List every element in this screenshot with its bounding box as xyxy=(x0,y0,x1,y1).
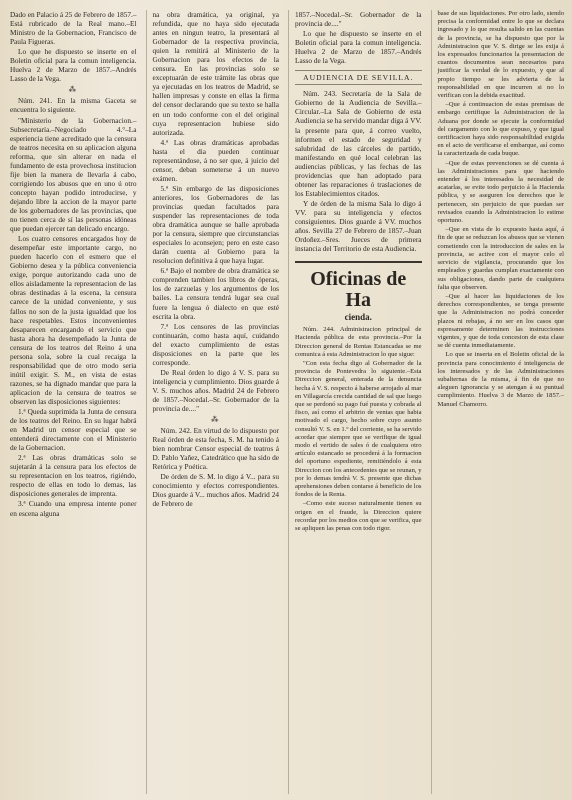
column-3 xyxy=(288,10,422,794)
direction-text-continued: –Como este suceso naturalmente tienen su origen en el fraude, la Direccion quiere recordar por los medios con que se verifica, que se apliquen las penas con todo rigor. xyxy=(295,500,422,533)
column-2 xyxy=(146,10,280,794)
article-241-intro: Núm. 241. En la misma Gaceta se encuentra lo siguiente. xyxy=(10,96,137,115)
article-243: Núm. 243. Secretaría de la Sala de Gobierno de la Audiencia de Sevilla.–Circular.–La Sala de Gobierno de esta Audiencia se ha servido mandar diga á VV. la presente para que, á correo vuelto, informen el estado de seguridad y salubridad de las cárceles de partido, manifestando en qué local celebran las audiencias públicas, y las fechas de las providencias que han adoptado para obtener las reparaciones ó traslaciones de los Establecimientos citados. xyxy=(295,89,422,198)
separator: ⁂ xyxy=(68,85,78,95)
closing-signature: 1857.–Nocedal.–Sr. Gobernador de la provincia de...." xyxy=(295,10,422,29)
section-title-hacienda: Oficinas de Ha xyxy=(295,261,422,311)
column-1 xyxy=(10,10,137,794)
article-242: Núm. 242. En virtud de lo dispuesto por Real órden de esta fecha, S. M. ha tenido á bien nombrar Censor especial de teatros á D. Pablo Yañez, Catedrático que ha sido de Retórica y Poética. xyxy=(152,426,279,472)
prevention-text: –Que de estas prevenciones se dé cuenta á las Administraciones para que haciendo entender á los interesados la necesidad de acatarlas, se evite todo perjuicio á la Hacienda pública, y se aseguren los derechos que le pertenecen, sin perjuicio de que puedan ser revisados cuando la Administracion lo estime oportuno. xyxy=(437,159,564,225)
rule-4: 4.ª Las obras dramáticas aprobadas hasta el dia pueden continuar representándose, á no ser que, á juicio del censor, deban someterse á un nuevo exámen. xyxy=(152,137,279,183)
final-insertion-notice: Lo que se inserta en el Boletin oficial de la provincia para conocimiento é inteligencia de los interesados y de las Administraciones subalternas de la misma, á fin de que no aleguen ignorancia y se atengan á su puntual cumplimiento. Huelva 3 de Marzo de 1857.–Manuel Chamorro. xyxy=(437,351,564,408)
text-columns xyxy=(10,10,564,794)
rule-3-continued: na obra dramática, ya original, ya refundida, que no haya sido ejecutada antes en ningun teatro, la presentará al Gobernador de la respectiva provincia, quien la remitirá al Ministerio de la Gobernacion para los efectos de la censura. En las provincias solo se exceptuarán de este trámite las obras que ya ejecutadas en los teatros de Madrid, se hallen impresas y conste en ellas la firma del censor declarando que su texto se halla en un todo conforme con el del original cuya representacion hubiese sido autorizada. xyxy=(152,10,279,137)
royal-order-closing: De Real órden lo digo á V. S. para su inteligencia y cumplimiento. Dios guarde á V. S. muchos años. Madrid 24 de Febrero de 1857.–Nocedal.–Sr. Gobernador de la provincia de...." xyxy=(152,367,279,414)
embargo-text: –Que á continuacion de estas premisas de embargo certifique la Administracion de la Aduana por donde se ejecute la conformidad del cargamento con lo que expuso, y que igual certificacion haya sido responsabilidad exigida en el acto de verificarse el embarque, así como la caracterizada de cada buque. xyxy=(437,101,564,158)
insertion-notice: Lo que he dispuesto se inserte en el Boletin oficial para la comun inteligencia. Huelva 2 de Marzo de 1857.–Andrés Lasso de la Vega. xyxy=(10,47,137,84)
rule-3-start: 3.ª Cuando una empresa intente poner en escena alguna xyxy=(10,499,137,518)
ministry-text: "Ministerio de la Gobernacion.–Subsecretaría.–Negociado 4.°–La esperiencia tiene acreditado que la censura de teatros necesita en su aplicacion alguna reforma, que sin alterar en nada el fundamento de esta provechosa institucion fije bien la manera de llevarla á cabo, corrigiendo los abusos que en uno ú otro concepto hayan podido introducirse, y dejando libre la accion de la mayor parte de los gobernadores de las provincias, que no tienen cerca de sí las personas idóneas que puedan ejercer tan delicado encargo. xyxy=(10,115,137,234)
article-242-closing: De órden de S. M. lo digo á V... para su conocimiento y efectos correspondientes. Dios guarde á V... muchos años. Madrid 24 de Febrero de xyxy=(152,472,279,509)
direction-text: "Con esta fecha digo al Gobernador de la provincia de Pontevedra lo siguiente.–Esta Direccion general, enterada de la denuncia hecha á V. S. respecto á haberse arrojado al mar en Villagarcía crecida cantidad de sal que luego que se perdonó su pago fué puesta y cobrada al fisco, así como el arbitrio de ventas que habia motivado el cargo, hecho sobre cuyo asunto consultó V. S. en 1.º del corriente, se ha servido acordar que siempre que se verifique de igual modo el vertido de sales ó de cualquiera otro artículo estancado se procederá á la formacion del oportuno espediente, remitiéndolo á esta Direccion con los antecedentes que se reunan, y por lo demas tendrá V. S. presente que dichas aprehensiones deben contarse á beneficio de los fondos de la Renta. xyxy=(295,360,422,499)
article-243-closing: Y de órden de la misma Sala lo digo á VV. para su inteligencia y efectos consiguientes. Dios guarde á VV. muchos años. Sevilla 27 de Febrero de 1857.–Juan Ordoñez.–Sres. Jueces de primera instancia del Territorio de esta Audiencia. xyxy=(295,198,422,254)
liquidation-rules: –Que al hacer las liquidaciones de los derechos correspondientes, se tenga presente que la Administracion no podrá conceder plazos ni rebajas, á no ser en los casos que espresamente determinen las instrucciones vigentes, y que de toda concesion de esta clase se dé cuenta inmediatamente. xyxy=(437,292,564,350)
article-244: Núm. 244. Administracion principal de Hacienda pública de esta provincia.–Por la Direccion general de Rentas Estancadas se me comunica á esta Administracion lo que sigue: xyxy=(295,326,422,358)
section-heading-audiencia: AUDIENCIA DE SEVILLA. xyxy=(295,70,422,85)
rule-7: 7.ª Los censores de las provincias continuarán, como hasta aquí, cuidando del exacto cumplimiento de estas disposiciones en la parte que les corresponde. xyxy=(152,321,279,367)
decree-closing: Dado en Palacio á 25 de Febrero de 1857.–Está rubricado de la Real mano.–El Ministro de la Gobernacion, Francisco de Paula Figueras. xyxy=(10,10,137,47)
rule-6: 6.ª Bajo el nombre de obra dramática se comprenden tambien los libros de óperas, los de zarzuelas y los argumentos de los bailes. La censura tendrá lugar sea cual fuere la lengua ó dialecto en que esté escrita la obra. xyxy=(152,266,279,321)
vigilance-text: –Que en vista de lo expuesto hasta aquí, á fin de que se reduzcan los abusos que se vienen cometiendo con la introduccion de sales en la provincia, se active con el mayor celo el servicio de vigilancia, procurando que los empleados y guardas cumplan exactamente con sus obligaciones, dando parte de cualquiera falta que observen. xyxy=(437,226,564,291)
column-4 xyxy=(431,10,565,794)
rule-2: 2.ª Las obras dramáticas solo se sujetarán á la censura para los efectos de su representacion en los teatros, rigiéndo, respecto de ellas en todo lo demas, las disposiciones generales de imprenta. xyxy=(10,453,137,499)
section-title-hacienda-sub: cienda. xyxy=(344,312,372,323)
insertion-notice: Lo que he dispuesto se inserte en el Boletin oficial para la comun inteligencia. Huelva 2 de Marzo de 1857.–Andrés Lasso de la Vega. xyxy=(295,29,422,66)
separator: ⁂ xyxy=(211,415,221,425)
liquidation-text: base de sus liquidaciones. Por otro lado, siendo precisa la conformidad entre lo que se declara ingresado y lo que resulta salido en las cuentas de la provincia, se ha dispuesto que por la Administracion que V. S. dirige se les exija á los expresados funcionarios la presentacion de cuantos documentos sean necesarios para justificar la verdad de lo expuesto, y que al propio tiempo se les advierta de la responsabilidad en que incurren si no lo verifican con la debida exactitud. xyxy=(437,10,564,100)
censors-paragraph: Los cuatro censores encargados hoy de desempeñar este importante cargo, no pueden hacerlo con el esmero que el Gobierno desea y la pública conveniencia exige, porque autorizando cada uno de ellos aisladamente la representacion de las obras destinadas á la escena, la censura carece de la unidad conveniente, y sus fallos no son de la justa igualdad que los hace respetables. Estos inconvenientes desaparecen encargando el servicio que hasta ahora ha desempeñado la Junta de censura de los teatros del Reino á una persona sola, sobre la cual recaiga la responsabilidad que de otro modo seria inútil exigir. S. M., en vista de estas razones, se ha dignado mandar que para la aplicacion de la censura de teatros se observen las disposiciones siguientes: xyxy=(10,234,137,406)
rule-1: 1.ª Queda suprimida la Junta de censura de los teatros del Reino. En su lugar habrá en Madrid un censor especial que se entenderá directamente con el Ministerio de la Gobernacion. xyxy=(10,407,137,453)
rule-5: 5.ª Sin embargo de las disposiciones anteriores, los Gobernadores de las provincias quedan facultados para suspender las representaciones de toda obra dramática aunque se halle aprobada por la censura, siempre que circunstancias especiales lo aconsejen; pero en este caso darán cuenta al Gobierno para la resolucion definitiva á que haya lugar. xyxy=(152,183,279,266)
